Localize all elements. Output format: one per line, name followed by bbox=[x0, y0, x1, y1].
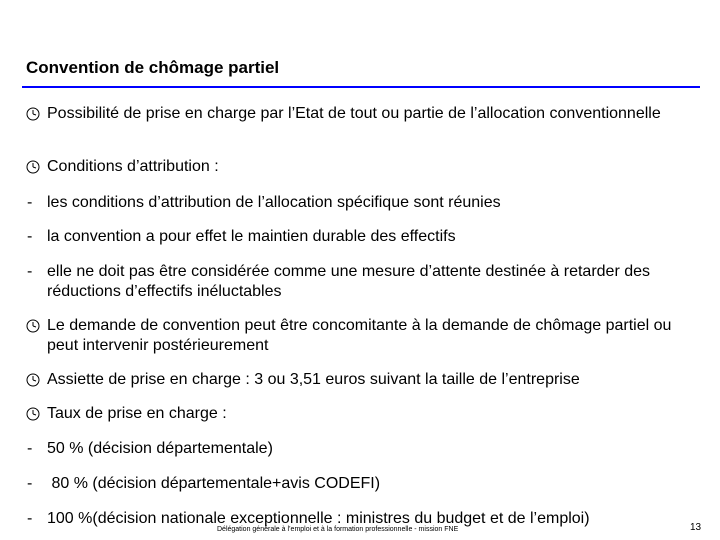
page-number: 13 bbox=[690, 522, 702, 533]
bullet-text: Taux de prise en charge : bbox=[47, 405, 227, 422]
dash-marker: - bbox=[27, 194, 33, 211]
bullet-text: Le demande de convention peut être concomitante à la demande de chômage partiel ou peut intervenir postérieurement bbox=[47, 317, 672, 354]
bullet-text: Possibilité de prise en charge par l’Etat de tout ou partie de l’allocation conventionnelle bbox=[47, 105, 661, 122]
bullet-text: Assiette de prise en charge : 3 ou 3,51 euros suivant la taille de l’entreprise bbox=[47, 371, 580, 388]
sub-item-text: 100 %(décision nationale exceptionnelle : ministres du budget et de l’emploi) bbox=[47, 510, 590, 527]
clock-icon bbox=[26, 407, 40, 421]
footer-text: Délégation générale à l’emploi et à la formation professionnelle - mission FNE bbox=[217, 526, 459, 533]
dash-marker: - bbox=[27, 228, 33, 245]
clock-icon bbox=[26, 160, 40, 174]
dash-marker: - bbox=[27, 510, 33, 527]
sub-item-text: 80 % (décision départementale+avis CODEFI) bbox=[47, 475, 381, 492]
title-rule bbox=[22, 86, 700, 88]
bullet-text: Conditions d’attribution : bbox=[47, 158, 219, 175]
dash-marker: - bbox=[27, 263, 33, 280]
clock-icon bbox=[26, 319, 40, 333]
sub-item-text: la convention a pour effet le maintien durable des effectifs bbox=[47, 228, 456, 245]
slide-title: Convention de chômage partiel bbox=[26, 58, 280, 77]
dash-marker: - bbox=[27, 475, 33, 492]
sub-item-text: les conditions d’attribution de l’allocation spécifique sont réunies bbox=[47, 194, 501, 211]
sub-item-text: 50 % (décision départementale) bbox=[47, 440, 273, 457]
sub-item-text: elle ne doit pas être considérée comme une mesure d’attente destinée à retarder des réductions d’effectifs inéluctables bbox=[47, 263, 651, 300]
clock-icon bbox=[26, 107, 40, 121]
dash-marker: - bbox=[27, 440, 33, 457]
clock-icon bbox=[26, 373, 40, 387]
